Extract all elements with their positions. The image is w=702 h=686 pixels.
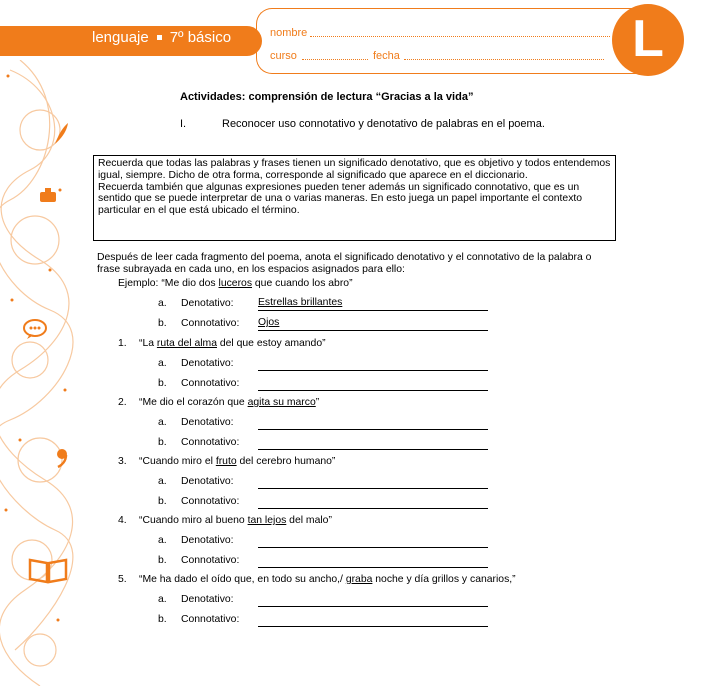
- connotativo-letter: b.: [158, 614, 167, 625]
- question-text: [139, 456, 335, 467]
- question-post: del malo”: [286, 515, 332, 526]
- question-pre: “La: [139, 338, 157, 349]
- question-underlined: fruto: [215, 456, 237, 467]
- instructions: Después de leer cada fragmento del poema, anota el significado denotativo y el connotativo de la palabra o frase subrayada en cada uno, en los espacios asignados para ello:: [97, 252, 592, 275]
- date-label: fecha: [373, 50, 400, 62]
- denotativo-letter: a.: [158, 358, 167, 369]
- grade-label: 7º básico: [169, 29, 232, 46]
- example-den-answer: Estrellas brillantes: [258, 297, 488, 311]
- question-text: [139, 338, 326, 349]
- connotativo-label: Connotativo:: [181, 437, 240, 448]
- info-box: [93, 155, 616, 241]
- decorative-swirls: [0, 60, 78, 686]
- question-underlined: graba: [345, 574, 373, 585]
- question-post: del cerebro humano”: [236, 456, 336, 467]
- example-underlined: luceros: [218, 278, 253, 289]
- question-number: 4.: [118, 515, 127, 526]
- denotativo-label: Denotativo:: [181, 535, 234, 546]
- connotativo-letter: b.: [158, 496, 167, 507]
- student-info-frame: [256, 8, 637, 74]
- comma-icon: [56, 448, 68, 468]
- separator-dot: [157, 35, 162, 40]
- question-number: 3.: [118, 456, 127, 467]
- name-field[interactable]: [310, 28, 610, 37]
- example-con-answer: Ojos: [258, 317, 488, 331]
- denotativo-answer-field[interactable]: [258, 416, 488, 430]
- info-paragraph-1: Recuerda que todas las palabras y frases tienen un significado denotativo, que es objetivo y todos entendemos igual, siempre. Dicho de otra forma, corresponde al significado que aparece en el diccionario.: [98, 158, 611, 181]
- connotativo-label: Connotativo:: [181, 555, 240, 566]
- question-post: noche y día grillos y canarios,”: [372, 574, 516, 585]
- connotativo-letter: b.: [158, 437, 167, 448]
- connotativo-label: Connotativo:: [181, 496, 240, 507]
- connotativo-letter: b.: [158, 378, 167, 389]
- connotativo-label: Connotativo:: [181, 614, 240, 625]
- denotativo-answer-field[interactable]: [258, 357, 488, 371]
- denotativo-letter: a.: [158, 417, 167, 428]
- example-label: Ejemplo:: [118, 278, 159, 289]
- question-pre: “Me dio el corazón que: [139, 397, 248, 408]
- subject-logo: L: [612, 4, 684, 76]
- question-underlined: agita su marco: [247, 397, 316, 408]
- course-field[interactable]: [302, 51, 368, 60]
- info-paragraph-2: Recuerda también que algunas expresiones pueden tener además un significado connotativo, que es un sentido que se puede interpretar de una o varias maneras. En esto juega un papel importante el contexto particular en el que está ubicado el término.: [98, 181, 583, 217]
- connotativo-answer-field[interactable]: [258, 613, 488, 627]
- question-pre: “Cuando miro al bueno: [139, 515, 248, 526]
- example-pre: “Me dio dos: [161, 278, 219, 289]
- name-label: nombre: [270, 27, 308, 39]
- example-con-letter: b.: [158, 318, 167, 329]
- section-numeral: I.: [180, 118, 187, 130]
- denotativo-label: Denotativo:: [181, 358, 234, 369]
- question-pre: “Me ha dado el oído que, en todo su ancho,/: [139, 574, 346, 585]
- denotativo-letter: a.: [158, 594, 167, 605]
- denotativo-label: Denotativo:: [181, 417, 234, 428]
- question-number: 5.: [118, 574, 127, 585]
- question-pre: “Cuando miro el: [139, 456, 216, 467]
- denotativo-answer-field[interactable]: [258, 475, 488, 489]
- question-post: ”: [315, 397, 320, 408]
- example-con-label: Connotativo:: [181, 318, 240, 329]
- page-title: Actividades: comprensión de lectura “Gracias a la vida”: [180, 91, 474, 103]
- inkwell-icon: [38, 186, 58, 204]
- denotativo-letter: a.: [158, 476, 167, 487]
- section-text: Reconocer uso connotativo y denotativo de palabras en el poema.: [222, 118, 545, 130]
- question-underlined: tan lejos: [247, 515, 287, 526]
- example-den-label: Denotativo:: [181, 298, 234, 309]
- connotativo-label: Connotativo:: [181, 378, 240, 389]
- denotativo-label: Denotativo:: [181, 594, 234, 605]
- subject-grade: [92, 29, 231, 46]
- denotativo-letter: a.: [158, 535, 167, 546]
- connotativo-answer-field[interactable]: [258, 436, 488, 450]
- open-book-icon: [28, 556, 68, 584]
- denotativo-label: Denotativo:: [181, 476, 234, 487]
- connotativo-answer-field[interactable]: [258, 495, 488, 509]
- speech-bubble-icon: [22, 318, 48, 340]
- question-number: 1.: [118, 338, 127, 349]
- connotativo-answer-field[interactable]: [258, 554, 488, 568]
- quill-icon: [52, 122, 70, 146]
- subject-label: lenguaje: [92, 29, 149, 46]
- connotativo-answer-field[interactable]: [258, 377, 488, 391]
- date-field[interactable]: [404, 51, 604, 60]
- question-text: [139, 574, 516, 585]
- example-line: [118, 278, 353, 289]
- example-post: que cuando los abro”: [252, 278, 353, 289]
- question-underlined: ruta del alma: [156, 338, 217, 349]
- question-number: 2.: [118, 397, 127, 408]
- question-text: [139, 515, 332, 526]
- example-den-letter: a.: [158, 298, 167, 309]
- question-text: [139, 397, 319, 408]
- denotativo-answer-field[interactable]: [258, 593, 488, 607]
- course-label: curso: [270, 50, 297, 62]
- denotativo-answer-field[interactable]: [258, 534, 488, 548]
- question-post: del que estoy amando”: [216, 338, 326, 349]
- connotativo-letter: b.: [158, 555, 167, 566]
